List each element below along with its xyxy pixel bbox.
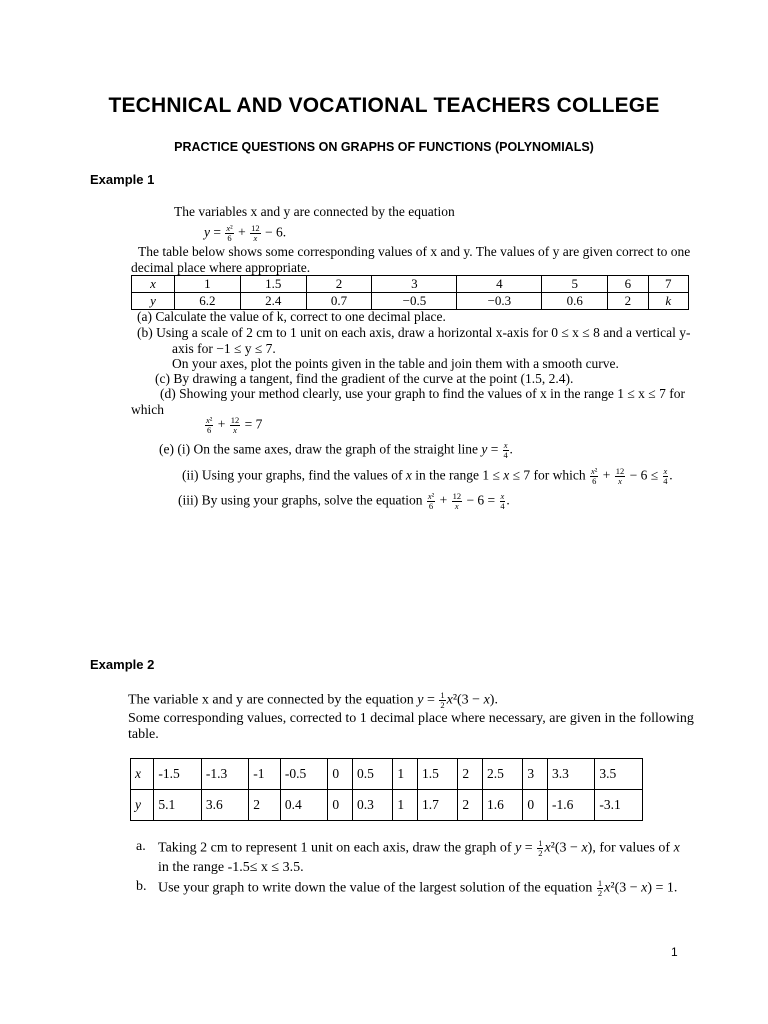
table-cell: 2: [458, 759, 483, 790]
table-cell: 3.3: [547, 759, 594, 790]
table-cell: 2: [249, 790, 281, 821]
ex2-part-a-2: in the range -1.5≤ x ≤ 3.5.: [158, 860, 304, 875]
table-cell: −0.5: [372, 293, 457, 310]
ex1-part-a: (a) Calculate the value of k, correct to one decimal place.: [137, 309, 446, 324]
ex1-part-e-ii: (ii) Using your graphs, find the values of x in the range 1 ≤ x ≤ 7 for which $\frac{\text{x²}}{6}$ + $\frac{12}{x}$ − 6 ≤ $\frac{x}{4}$ .: [182, 466, 673, 486]
table-cell: 6.2: [175, 293, 241, 310]
table-cell: -1.3: [201, 759, 248, 790]
table-row: [132, 276, 689, 293]
table-cell: 1: [393, 790, 418, 821]
ex1-part-c: (c) By drawing a tangent, find the gradient of the curve at the point (1.5, 2.4).: [155, 371, 574, 386]
table-cell: -1: [249, 759, 281, 790]
ex1-part-e-iii: (iii) By using your graphs, solve the equation $\frac{\text{x²}}{6}$ + $\frac{12}{x}$ − 6 = $\frac{x}{4}$ .: [178, 491, 510, 511]
table-cell: 1: [175, 276, 241, 293]
table-cell: 3.6: [201, 790, 248, 821]
table-cell: 0.4: [280, 790, 327, 821]
table-row: [132, 293, 689, 310]
ex1-table-intro-2: decimal place where appropriate.: [131, 260, 311, 275]
table-cell: -1.5: [154, 759, 201, 790]
table-row: [131, 759, 643, 790]
table-cell: 0.3: [352, 790, 392, 821]
table-cell: 2.4: [240, 293, 306, 310]
table-cell: 0: [328, 790, 353, 821]
table-cell: 0: [523, 790, 548, 821]
ex1-values-table: [131, 275, 689, 310]
ex1-intro: The variables x and y are connected by the equation: [174, 204, 455, 219]
table-header-y: y: [131, 790, 154, 821]
table-cell: 7: [648, 276, 688, 293]
ex1-part-b-1: (b) Using a scale of 2 cm to 1 unit on each axis, draw a horizontal x-axis for 0 ≤ x ≤ 8 and a vertical y-: [137, 325, 691, 340]
table-cell: 4: [457, 276, 542, 293]
ex2-values-table: [130, 758, 643, 821]
table-header-x: x: [132, 276, 175, 293]
table-cell: 6: [608, 276, 648, 293]
table-header-x: x: [131, 759, 154, 790]
table-cell: 2: [458, 790, 483, 821]
ex2-part-b-marker: b.: [136, 879, 147, 894]
table-cell: 3: [523, 759, 548, 790]
page-subtitle: PRACTICE QUESTIONS ON GRAPHS OF FUNCTIONS (POLYNOMIALS): [174, 140, 594, 154]
ex2-intro: The variable x and y are connected by the equation y = $\frac{1}{2}$ x²(3 − x).: [128, 690, 498, 710]
ex1-part-d-2: which: [131, 402, 164, 417]
ex1-part-e-i: (e) (i) On the same axes, draw the graph of the straight line y = $\frac{x}{4}$ .: [159, 440, 513, 460]
ex1-equation: y = $\frac{\text{x²}}{6}$ + $\frac{12}{x}$ − 6.: [204, 223, 287, 243]
table-cell: 5: [542, 276, 608, 293]
ex1-part-d-equation: $\frac{\text{x²}}{6}$ + $\frac{12}{x}$ = 7: [206, 415, 263, 435]
table-cell: 0.6: [542, 293, 608, 310]
ex1-table-intro-1: The table below shows some corresponding values of x and y. The values of y are given correct to one: [138, 244, 691, 259]
table-cell: k: [648, 293, 688, 310]
table-cell: 0.5: [352, 759, 392, 790]
table-cell: 2: [608, 293, 648, 310]
table-cell: 1.7: [417, 790, 457, 821]
table-cell: -0.5: [280, 759, 327, 790]
table-cell: 1.5: [240, 276, 306, 293]
table-cell: 1: [393, 759, 418, 790]
table-row: [131, 790, 643, 821]
table-cell: -3.1: [595, 790, 643, 821]
ex2-part-b: Use your graph to write down the value of the largest solution of the equation $\frac{1}{2}$ x²(3 − x) = 1.: [158, 878, 678, 898]
table-cell: 2: [306, 276, 372, 293]
table-cell: 1.6: [482, 790, 522, 821]
table-cell: 1.5: [417, 759, 457, 790]
table-cell: 0: [328, 759, 353, 790]
table-cell: 0.7: [306, 293, 372, 310]
table-header-y: y: [132, 293, 175, 310]
ex2-table-intro-1: Some corresponding values, corrected to 1 decimal place where necessary, are given in the following: [128, 711, 694, 726]
table-cell: 3.5: [595, 759, 643, 790]
table-cell: 5.1: [154, 790, 201, 821]
page-number: 1: [671, 945, 678, 959]
table-cell: 3: [372, 276, 457, 293]
ex1-part-d-1: (d) Showing your method clearly, use your graph to find the values of x in the range 1 ≤ x ≤ 7 for: [160, 386, 685, 401]
table-cell: -1.6: [547, 790, 594, 821]
example-2-heading: Example 2: [90, 657, 155, 672]
ex1-part-b-2: axis for −1 ≤ y ≤ 7.: [172, 341, 276, 356]
ex1-part-b-3: On your axes, plot the points given in the table and join them with a smooth curve.: [172, 356, 619, 371]
ex2-part-a-marker: a.: [136, 839, 146, 854]
page-title: TECHNICAL AND VOCATIONAL TEACHERS COLLEGE: [108, 94, 660, 117]
table-cell: −0.3: [457, 293, 542, 310]
ex2-part-a-1: Taking 2 cm to represent 1 unit on each axis, draw the graph of y = $\frac{1}{2}$ x²(3 − x), for values of x: [158, 838, 680, 858]
table-cell: 2.5: [482, 759, 522, 790]
ex2-table-intro-2: table.: [128, 727, 159, 742]
example-1-heading: Example 1: [90, 172, 155, 187]
